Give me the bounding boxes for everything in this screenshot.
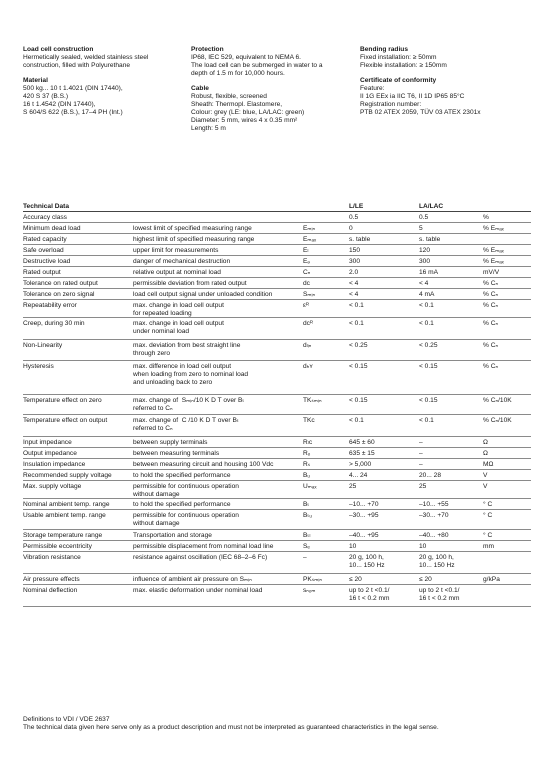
table-row xyxy=(23,289,531,300)
table-row xyxy=(23,574,531,585)
row-symbol: PKₛₘᵢₙ xyxy=(303,576,323,583)
row-value-lac: –30... +70 xyxy=(419,512,449,519)
row-value-le: 645 ± 60 xyxy=(349,439,375,446)
table-row xyxy=(23,552,531,574)
row-definition: max. difference in load cell output when loading from zero to nominal load and unloading back to zero xyxy=(133,363,249,387)
spec-heading: Load cell construction xyxy=(23,46,94,53)
row-value-lac: < 0.1 xyxy=(419,417,434,424)
row-value-le: < 4 xyxy=(349,280,359,287)
row-unit: V xyxy=(483,483,488,490)
row-name: Permissible eccentricity xyxy=(23,543,92,550)
table-row xyxy=(23,541,531,552)
spec-line: II 1G EEx ia IIC T6, II 1D IP65 85°C xyxy=(360,93,465,101)
footer-disclaimer: The technical data given here serve only as a product description and must not be interpreted as guaranteed characteristics in the legal sense. xyxy=(23,724,439,732)
row-value-lac: 20... 28 xyxy=(419,472,441,479)
row-definition: permissible for continuous operation without damage xyxy=(133,512,239,528)
spec-block xyxy=(191,85,361,133)
row-value-le: –40... +95 xyxy=(349,532,379,539)
row-value-le: 10 xyxy=(349,543,357,550)
row-definition: between measuring terminals xyxy=(133,450,220,457)
table-title: Technical Data xyxy=(23,203,70,210)
row-value-lac: – xyxy=(419,439,423,446)
row-value-le: < 0.1 xyxy=(349,302,364,309)
row-value-le: < 0.15 xyxy=(349,363,368,370)
row-name: Rated capacity xyxy=(23,236,67,243)
row-definition: resistance against oscillation (IEC 68–2–6 Fc) xyxy=(133,554,268,561)
row-value-lac: 4 mA xyxy=(419,291,435,298)
row-definition: lowest limit of specified measuring range xyxy=(133,225,252,232)
table-row xyxy=(23,278,531,289)
row-unit: V xyxy=(483,472,488,479)
row-definition: max. elastic deformation under nominal load xyxy=(133,587,263,594)
row-definition: max. deviation from best straight line through zero xyxy=(133,342,241,358)
column-header-le: L/LE xyxy=(349,203,364,210)
row-definition: max. change in load cell output for repeated loading xyxy=(133,302,224,318)
table-row xyxy=(23,481,531,499)
row-unit: Ω xyxy=(483,439,488,446)
table-row xyxy=(23,448,531,459)
row-value-le: < 0.1 xyxy=(349,417,364,424)
row-value-le: < 4 xyxy=(349,291,359,298)
table-row xyxy=(23,300,531,318)
spec-line: Hermetically sealed, welded stainless steel xyxy=(23,54,149,62)
row-name: Creep, during 30 min xyxy=(23,320,85,327)
row-name: Temperature effect on output xyxy=(23,417,108,424)
table-row xyxy=(23,415,531,437)
table-row xyxy=(23,267,531,278)
row-symbol: dᴄᴿ xyxy=(303,320,313,327)
table-row xyxy=(23,361,531,395)
row-unit: MΩ xyxy=(483,461,494,468)
row-definition: upper limit for measurements xyxy=(133,247,219,254)
row-value-le: < 0.15 xyxy=(349,397,368,404)
row-definition: max. change of Sₘᵢₙ/10 K D T over Bₜ referred to Cₙ xyxy=(133,397,245,413)
row-value-le: 150 xyxy=(349,247,361,254)
row-unit: % Eₘₐₓ xyxy=(483,225,504,232)
row-unit: % Cₙ xyxy=(483,291,499,298)
row-value-lac: 25 xyxy=(419,483,427,490)
row-unit: % Cₙ xyxy=(483,342,499,349)
row-symbol: Sₘᵢₙ xyxy=(303,291,316,298)
spec-line: IP68, IEC 529, equivalent to NEMA 6. xyxy=(191,54,301,62)
spec-line: The load cell can be submerged in water to a xyxy=(191,62,323,70)
specs-header xyxy=(23,46,541,156)
row-name: Tolerance on rated output xyxy=(23,280,98,287)
spec-line: Diameter: 5 mm, wires 4 x 0.35 mm² xyxy=(191,117,298,125)
row-value-le: 0.5 xyxy=(349,214,359,221)
row-value-le: –10... +70 xyxy=(349,501,379,508)
row-symbol: Bₜ xyxy=(303,501,310,508)
row-name: Input impedance xyxy=(23,439,72,446)
spec-heading: Cable xyxy=(191,85,209,93)
row-value-le: s. table xyxy=(349,236,371,243)
row-symbol: Eₘᵢₙ xyxy=(303,225,316,232)
spec-column-2 xyxy=(191,46,361,140)
table-row xyxy=(23,499,531,510)
row-unit: % Cₙ xyxy=(483,280,499,287)
row-symbol: Rₒ xyxy=(303,450,311,457)
row-value-le: > 5,000 xyxy=(349,461,372,468)
row-definition: danger of mechanical destruction xyxy=(133,258,231,265)
spec-block xyxy=(23,77,183,117)
row-value-lac: 5 xyxy=(419,225,423,232)
row-name: Accuracy class xyxy=(23,214,67,221)
row-name: Hysteresis xyxy=(23,363,54,370)
row-value-lac: – xyxy=(419,450,423,457)
row-value-lac: < 0.25 xyxy=(419,342,438,349)
table-row xyxy=(23,340,531,361)
row-value-lac: –40... +80 xyxy=(419,532,449,539)
row-symbol: Eₔ xyxy=(303,258,310,265)
spec-line: Feature: xyxy=(360,85,385,93)
table-row xyxy=(23,470,531,481)
spec-column-1 xyxy=(23,46,183,124)
row-definition: permissible for continuous operation without damage xyxy=(133,483,239,499)
row-definition: to hold the specified performance xyxy=(133,472,231,479)
row-name: Rated output xyxy=(23,269,61,276)
row-definition: between supply terminals xyxy=(133,439,208,446)
row-value-le: 300 xyxy=(349,258,361,265)
row-symbol: TKₛₘᵢₙ xyxy=(303,397,322,404)
table-row xyxy=(23,395,531,415)
row-symbol: TKᴄ xyxy=(303,417,315,424)
table-row xyxy=(23,318,531,340)
technical-data-table xyxy=(23,201,531,607)
row-definition: Transportation and storage xyxy=(133,532,212,539)
row-name: Nominal deflection xyxy=(23,587,78,594)
row-unit: % Cₙ xyxy=(483,302,499,309)
row-value-lac: 0.5 xyxy=(419,214,429,221)
table-row xyxy=(23,585,531,607)
table-row xyxy=(23,459,531,470)
row-unit: mV/V xyxy=(483,269,500,276)
row-value-lac: 16 mA xyxy=(419,269,439,276)
row-symbol: sₙₒₘ xyxy=(303,587,316,594)
spec-line: Colour: grey (LE: blue, LA/LAC: green) xyxy=(191,109,305,117)
row-name: Safe overload xyxy=(23,247,64,254)
row-value-le: 2.0 xyxy=(349,269,359,276)
spec-block xyxy=(191,46,361,78)
row-unit: g/kPa xyxy=(483,576,500,583)
row-name: Non-Linearity xyxy=(23,342,63,349)
spec-heading: Material xyxy=(23,77,48,85)
row-definition: permissible displacement from nominal load line xyxy=(133,543,274,550)
row-value-lac: 120 xyxy=(419,247,431,254)
spec-heading: Certificate of conformity xyxy=(360,77,437,85)
spec-line: 500 kg... 10 t 1.4021 (DIN 17440), xyxy=(23,85,123,93)
row-value-le: 0 xyxy=(349,225,353,232)
table-row xyxy=(23,234,531,245)
row-name: Max. supply voltage xyxy=(23,483,82,490)
row-definition: highest limit of specified measuring range xyxy=(133,236,255,243)
row-name: Repeatability error xyxy=(23,302,77,309)
row-symbol: εᴿ xyxy=(303,302,309,309)
spec-line: construction, filled with Polyurethane xyxy=(23,62,131,70)
row-value-lac: 20 g, 100 h, 10... 150 Hz xyxy=(419,554,455,570)
row-value-lac: – xyxy=(419,461,423,468)
row-name: Output impedance xyxy=(23,450,77,457)
column-header-lac: LA/LAC xyxy=(419,203,444,210)
row-unit: ° C xyxy=(483,501,493,508)
row-definition: between measuring circuit and housing 100 Vdc xyxy=(133,461,274,468)
table-row xyxy=(23,256,531,267)
row-value-lac: ≤ 20 xyxy=(419,576,432,583)
row-unit: % xyxy=(483,214,489,221)
row-definition: influence of ambient air pressure on Sₘᵢₙ xyxy=(133,576,252,583)
row-unit: % Cₙ/10K xyxy=(483,397,512,404)
row-name: Vibration resistance xyxy=(23,554,81,561)
row-symbol: Bₜᵤ xyxy=(303,512,312,519)
row-unit: Ω xyxy=(483,450,488,457)
row-value-le: 20 g, 100 h, 10... 150 Hz xyxy=(349,554,385,570)
row-unit: mm xyxy=(483,543,494,550)
row-unit: ° C xyxy=(483,532,493,539)
spec-line: 16 t 1.4542 (DIN 17440), xyxy=(23,101,96,109)
table-row xyxy=(23,212,531,223)
row-name: Temperature effect on zero xyxy=(23,397,102,404)
row-value-lac: –10... +55 xyxy=(419,501,449,508)
row-value-lac: < 0.15 xyxy=(419,397,438,404)
spec-line: Robust, flexible, screened xyxy=(191,93,267,101)
row-symbol: Bₜₗ xyxy=(303,532,311,539)
row-value-lac: < 0.1 xyxy=(419,320,434,327)
spec-line: Sheath: Thermopl. Elastomere, xyxy=(191,101,283,109)
table-row xyxy=(23,437,531,448)
row-definition: max. change of C /10 K D T over Bₜ referred to Cₙ xyxy=(133,417,239,433)
row-name: Storage temperature range xyxy=(23,532,103,539)
row-symbol: – xyxy=(303,554,307,561)
spec-column-3 xyxy=(360,46,540,124)
row-unit: ° C xyxy=(483,512,493,519)
footer-notes xyxy=(23,716,533,732)
row-symbol: dₗᵢₙ xyxy=(303,342,312,349)
row-name: Air pressure effects xyxy=(23,576,80,583)
spec-block xyxy=(23,46,183,70)
spec-line: PTB 02 ATEX 2059, TÜV 03 ATEX 2301x xyxy=(360,109,481,117)
row-value-le: < 0.1 xyxy=(349,320,364,327)
row-name: Minimum dead load xyxy=(23,225,81,232)
row-value-le: –30... +95 xyxy=(349,512,379,519)
row-definition: relative output at nominal load xyxy=(133,269,221,276)
row-value-lac: < 0.1 xyxy=(419,302,434,309)
row-unit: % Cₙ xyxy=(483,363,499,370)
row-value-lac: s. table xyxy=(419,236,441,243)
spec-line: Flexible installation: ≥ 150mm xyxy=(360,62,447,70)
row-value-lac: up to 2 t <0.1/ 16 t < 0.2 mm xyxy=(419,587,460,603)
spec-heading: Bending radius xyxy=(360,46,408,53)
row-unit: % Cₙ xyxy=(483,320,499,327)
spec-block xyxy=(360,46,540,70)
row-unit: % Eₘₐₓ xyxy=(483,247,504,254)
row-value-lac: < 4 xyxy=(419,280,429,287)
table-header-row xyxy=(23,201,531,212)
row-symbol: Eₗ xyxy=(303,247,309,254)
row-value-le: up to 2 t <0.1/ 16 t < 0.2 mm xyxy=(349,587,390,603)
row-definition: to hold the specified performance xyxy=(133,501,231,508)
row-value-le: ≤ 20 xyxy=(349,576,362,583)
row-value-lac: < 0.15 xyxy=(419,363,438,370)
table-row xyxy=(23,510,531,530)
row-name: Destructive load xyxy=(23,258,71,265)
spec-line: S 604/S 622 (B.S.), 17–4 PH (Int.) xyxy=(23,109,123,117)
row-value-lac: 10 xyxy=(419,543,427,550)
row-symbol: Sₑ xyxy=(303,543,310,550)
row-symbol: Rₗᴄ xyxy=(303,439,313,446)
row-symbol: Uₘₐₓ xyxy=(303,483,317,490)
row-value-le: < 0.25 xyxy=(349,342,368,349)
row-definition: permissible deviation from rated output xyxy=(133,280,247,287)
spec-line: depth of 1.5 m for 10,000 hours. xyxy=(191,70,285,78)
row-name: Usable ambient temp. range xyxy=(23,512,106,519)
row-symbol: Cₙ xyxy=(303,269,311,276)
row-value-le: 25 xyxy=(349,483,357,490)
row-name: Nominal ambient temp. range xyxy=(23,501,110,508)
spec-line: Fixed installation: ≥ 50mm xyxy=(360,54,437,62)
row-value-le: 4... 24 xyxy=(349,472,368,479)
row-symbol: Bᵤ xyxy=(303,472,310,479)
table-row xyxy=(23,530,531,541)
spec-heading: Protection xyxy=(191,46,224,53)
table-row xyxy=(23,245,531,256)
row-value-le: 635 ± 15 xyxy=(349,450,375,457)
table-row xyxy=(23,223,531,234)
row-name: Tolerance on zero signal xyxy=(23,291,95,298)
row-value-lac: 300 xyxy=(419,258,431,265)
row-name: Insulation impedance xyxy=(23,461,86,468)
row-definition: max. change in load cell output under nominal load xyxy=(133,320,224,336)
row-unit: % Cₙ/10K xyxy=(483,417,512,424)
row-symbol: dᴄ xyxy=(303,280,310,287)
row-symbol: Eₘₐₓ xyxy=(303,236,317,243)
row-definition: load cell output signal under unloaded condition xyxy=(133,291,273,298)
row-name: Recommended supply voltage xyxy=(23,472,112,479)
spec-block xyxy=(360,77,540,117)
footer-definitions: Definitions to VDI / VDE 2637 xyxy=(23,716,110,723)
spec-line: Registration number: xyxy=(360,101,422,109)
row-symbol: Rₛ xyxy=(303,461,311,468)
row-unit: % Eₘₐₓ xyxy=(483,258,504,265)
row-symbol: dₕʏ xyxy=(303,363,313,370)
spec-line: 420 S 37 (B.S.) xyxy=(23,93,69,101)
spec-line: Length: 5 m xyxy=(191,125,226,133)
